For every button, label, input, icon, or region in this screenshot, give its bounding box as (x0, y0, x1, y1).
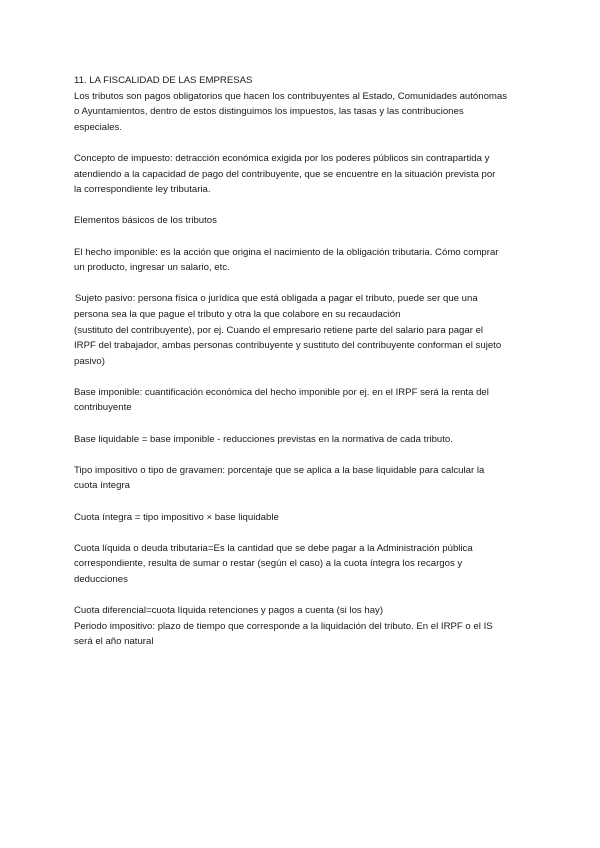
elementos-heading: Elementos básicos de los tributos (74, 215, 217, 227)
intro-line-1: Los tributos son pagos obligatorios que hacen los contribuyentes al Estado, Comunidades autónomas (74, 90, 508, 102)
sujeto-pasivo-line-2: persona sea la que pague el tributo y otra la que colabore en su recaudación (74, 308, 401, 320)
tipo-impositivo-line-1: Tipo impositivo o tipo de gravamen: porcentaje que se aplica a la base liquidable para calcular la (74, 464, 485, 476)
sujeto-pasivo-line-1: Sujeto pasivo: persona física o jurídica que está obligada a pagar el tributo, puede ser que una (75, 293, 478, 305)
concepto-line-1: Concepto de impuesto: detracción económica exigida por los poderes públicos sin contrapartida y (74, 152, 490, 164)
document-title: 11. LA FISCALIDAD DE LAS EMPRESAS (74, 75, 253, 86)
sujeto-pasivo-line-4: IRPF del trabajador, ambas personas contribuyente y sustituto del contribuyente conforman el sujeto (74, 340, 502, 352)
concepto-line-3: la correspondiente ley tributaria. (74, 184, 211, 196)
tipo-impositivo-line-2: cuota íntegra (74, 480, 131, 492)
hecho-imponible-line-1: El hecho imponible: es la acción que origina el nacimiento de la obligación tributaria. Cómo comprar (74, 246, 499, 258)
base-imponible-line-1: Base imponible: cuantificación económica del hecho imponible por ej. en el IRPF será la renta del (74, 386, 489, 398)
concepto-line-2: atendiendo a la capacidad de pago del contribuyente, que se encuentre en la situación prevista por (74, 168, 496, 180)
sujeto-pasivo-line-3: (sustituto del contribuyente), por ej. Cuando el empresario retiene parte del salario para pagar el (74, 324, 484, 336)
sujeto-pasivo-line-5: pasivo) (74, 355, 105, 367)
periodo-impositivo-line-1: Periodo impositivo: plazo de tiempo que corresponde a la liquidación del tributo. En el IRPF o el IS (74, 620, 493, 632)
document-body (74, 73, 534, 650)
intro-line-2: o Ayuntamientos, dentro de estos distinguimos los impuestos, las tasas y las contribuciones (74, 106, 464, 118)
cuota-integra-line-1: Cuota íntegra = tipo impositivo × base liquidable (74, 511, 279, 523)
cuota-liquida-line-3: deducciones (74, 574, 128, 585)
base-liquidable-line-1: Base liquidable = base imponible - reducciones previstas en la normativa de cada tributo. (74, 433, 453, 445)
periodo-impositivo-line-2: será el año natural (74, 636, 154, 648)
hecho-imponible-line-2: un producto, ingresar un salario, etc. (74, 262, 230, 274)
cuota-liquida-line-1: Cuota líquida o deuda tributaria=Es la cantidad que se debe pagar a la Administración pública (74, 542, 473, 554)
cuota-diferencial-line-1: Cuota diferencial=cuota líquida retenciones y pagos a cuenta (si los hay) (74, 605, 384, 617)
base-imponible-line-2: contribuyente (74, 402, 132, 414)
intro-line-3: especiales. (74, 121, 122, 133)
cuota-liquida-line-2: correspondiente, resulta de sumar o restar (según el caso) a la cuota íntegra los recargos y (74, 558, 463, 570)
